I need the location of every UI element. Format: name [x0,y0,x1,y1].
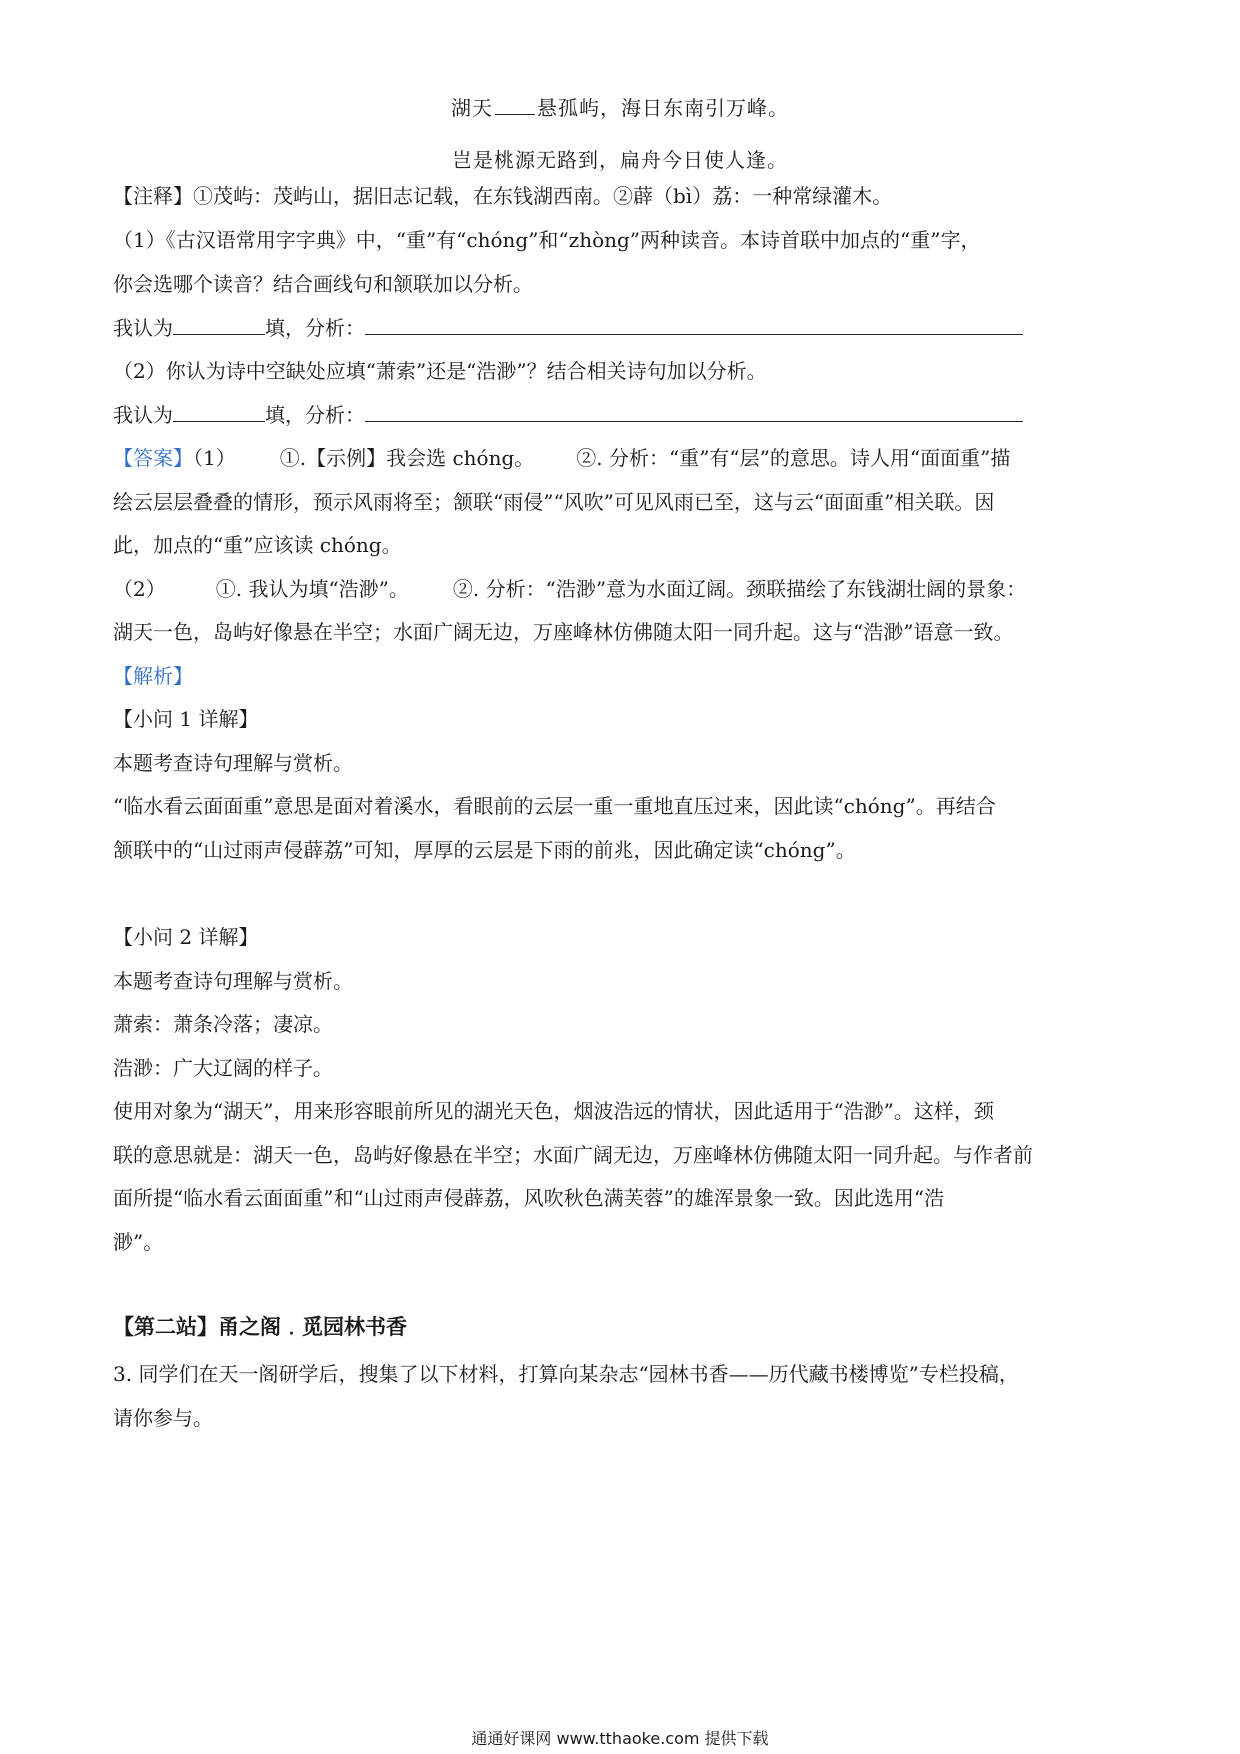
question-1-line-2: 你会选哪个读音？结合画线句和颔联加以分析。 [113,272,533,296]
question-3-line-2: 请你参与。 [113,1406,213,1430]
answer-1-line-2: 绘云层层叠叠的情形，预示风雨将至；颔联“雨侵”“风吹”可见风雨已至，这与云“面面重”相关联。因 [113,490,995,514]
answer-2-part-2: ②. 分析：“浩渺”意为水面辽阔。颈联描绘了东钱湖壮阔的景象： [452,577,1027,601]
poem-line-3-suffix: 悬孤屿，海日东南引万峰。 [537,96,789,120]
question-1-line-1: （1）《古汉语常用字字典》中，“重”有“chóng”和“zhòng”两种读音。本诗首联中加点的“重”字， [113,228,981,252]
sub-question-1-text-1: 本题考查诗句理解与赏析。 [113,751,353,775]
annotation-note: 【注释】①茂屿：茂屿山，据旧志记载，在东钱湖西南。②薜（bì）荔：一种常绿灌木。 [113,184,893,208]
answer-2-line-1 [113,575,1133,603]
answer-label: 【答案】 [113,446,193,470]
poem-line-4: 岂是桃源无路到，扁舟今日使人逢。 [452,148,788,172]
answer-2-line-2: 湖天一色，岛屿好像悬在半空；水面广阔无边，万座峰林仿佛随太阳一同升起。这与“浩渺”语意一致。 [113,620,1014,644]
fill-mid: 填，分析： [265,403,365,427]
sub-question-1-text-2: “临水看云面面重”意思是面对着溪水，看眼前的云层一重一重地直压过来，因此读“chóng”。再结合 [113,794,996,818]
sub-question-1-text-3: 颔联中的“山过雨声侵薜荔”可知，厚厚的云层是下雨的前兆，因此确定读“chóng”。 [113,838,856,862]
answer-1-part-1: ①.【示例】我会选 chóng。 [279,446,535,470]
answer-1-line-1 [113,444,1133,472]
poem-line-3 [0,94,1240,122]
poem-line-3-prefix: 湖天 [451,96,493,120]
sub-question-2-title: 【小问 2 详解】 [113,925,259,949]
page-footer: 通通好课网 www.tthaoke.com 提供下载 [471,1729,769,1748]
question-2-line-1: （2）你认为诗中空缺处应填“萧索”还是“浩渺”？结合相关诗句加以分析。 [113,359,767,383]
sub-question-2-text-6: 面所提“临水看云面面重”和“山过雨声侵薜荔，风吹秋色满芙蓉”的雄浑景象一致。因此选用“浩 [113,1186,945,1210]
question-3-line-1: 3. 同学们在天一阁研学后，搜集了以下材料，打算向某杂志“园林书香——历代藏书楼博览”专栏投稿， [113,1362,1019,1386]
answer-2-num: （2） [113,577,166,601]
question-2-fill [113,401,1133,429]
fill-mid: 填，分析： [265,316,365,340]
sub-question-1-title: 【小问 1 详解】 [113,707,259,731]
answer-1-num: （1） [193,446,236,470]
poem-blank[interactable] [495,96,535,115]
sub-question-2-text-3: 浩渺：广大辽阔的样子。 [113,1056,333,1080]
answer-1-part-2: ②. 分析：“重”有“层”的意思。诗人用“面面重”描 [576,446,1011,470]
answer-blank-word[interactable] [173,403,265,422]
analysis-label: 【解析】 [113,664,193,688]
answer-blank-reading[interactable] [173,316,265,335]
sub-question-2-text-4: 使用对象为“湖天”，用来形容眼前所见的湖光天色，烟波浩远的情状，因此适用于“浩渺”。这样，颈 [113,1099,994,1123]
sub-question-2-text-5: 联的意思就是：湖天一色，岛屿好像悬在半空；水面广阔无边，万座峰林仿佛随太阳一同升起。与作者前 [113,1143,1033,1167]
question-1-fill [113,314,1133,342]
answer-blank-analysis[interactable] [365,403,1023,422]
answer-blank-analysis[interactable] [365,316,1023,335]
answer-1-line-3: 此，加点的“重”应该读 chóng。 [113,533,402,557]
sub-question-2-text-1: 本题考查诗句理解与赏析。 [113,969,353,993]
fill-prefix: 我认为 [113,316,173,340]
sub-question-2-text-7: 渺”。 [113,1230,164,1254]
fill-prefix: 我认为 [113,403,173,427]
section-2-title: 【第二站】甬之阁﹒觅园林书香 [113,1315,407,1339]
sub-question-2-text-2: 萧索：萧条冷落；凄凉。 [113,1012,333,1036]
answer-2-part-1: ①. 我认为填“浩渺”。 [215,577,409,601]
